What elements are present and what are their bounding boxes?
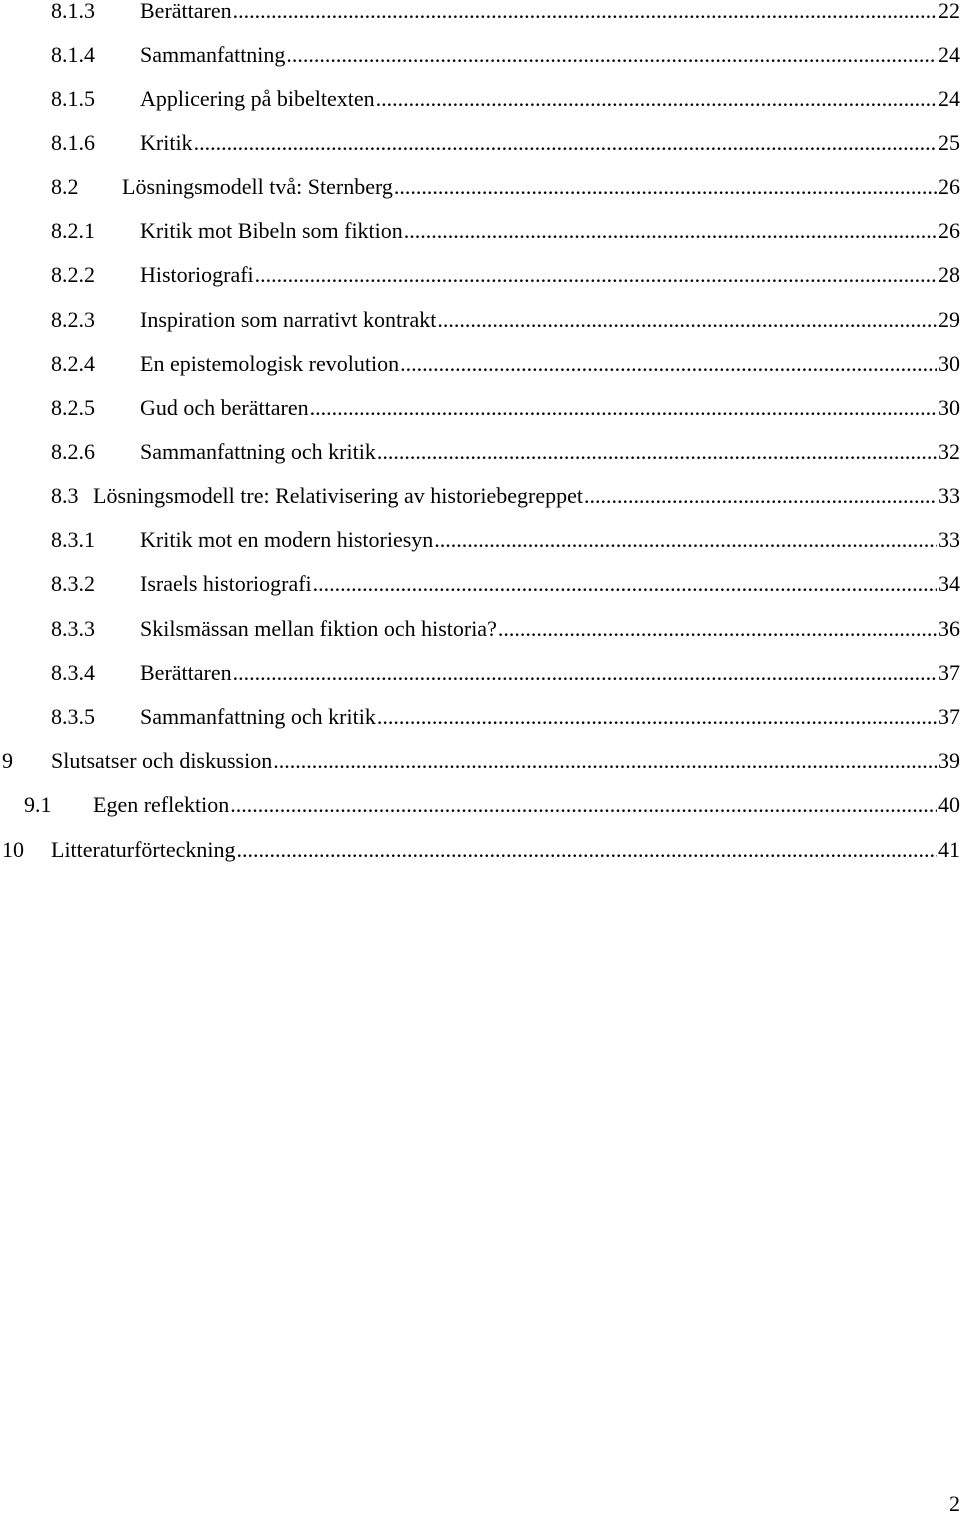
dot-leader bbox=[230, 788, 937, 822]
toc-entry[interactable] bbox=[0, 126, 960, 160]
toc-entry-number: 8.1.5 bbox=[51, 86, 95, 111]
toc-entry-title: Slutsatser och diskussion bbox=[51, 748, 273, 773]
toc-entry-number: 8.2.6 bbox=[51, 439, 95, 464]
toc-entry-title: Berättaren bbox=[140, 660, 232, 685]
dot-leader bbox=[255, 258, 937, 292]
toc-entry-number: 9 bbox=[2, 748, 13, 773]
toc-entry[interactable] bbox=[0, 0, 960, 28]
toc-entry[interactable] bbox=[0, 700, 960, 734]
toc-entry-number: 8.2.4 bbox=[51, 351, 95, 376]
toc-entry[interactable] bbox=[0, 303, 960, 337]
toc-entry-page: 26 bbox=[938, 218, 960, 243]
toc-entry-page: 34 bbox=[938, 571, 960, 596]
toc-entry[interactable] bbox=[0, 744, 960, 778]
page-number: 2 bbox=[949, 1491, 960, 1516]
dot-leader bbox=[286, 38, 937, 72]
toc-entry-page: 22 bbox=[938, 0, 960, 23]
toc-entry[interactable] bbox=[0, 656, 960, 690]
toc-entry-number: 8.1.6 bbox=[51, 130, 95, 155]
toc-entry-title: Kritik mot en modern historiesyn bbox=[140, 527, 434, 552]
toc-entry-number: 8.2.5 bbox=[51, 395, 95, 420]
toc-entry-number: 8.3.3 bbox=[51, 616, 95, 641]
toc-entry-title: Kritik mot Bibeln som fiktion bbox=[140, 218, 403, 243]
toc-entry[interactable] bbox=[0, 38, 960, 72]
toc-entry-page: 32 bbox=[938, 439, 960, 464]
toc-entry-title: Historiografi bbox=[140, 262, 254, 287]
toc-entry[interactable] bbox=[0, 258, 960, 292]
dot-leader bbox=[310, 391, 937, 425]
toc-entry-number: 8.3.4 bbox=[51, 660, 95, 685]
toc-entry-number: 8.3 bbox=[51, 483, 79, 508]
toc-entry-number: 8.3.5 bbox=[51, 704, 95, 729]
dot-leader bbox=[376, 82, 937, 116]
dot-leader bbox=[498, 612, 937, 646]
dot-leader bbox=[377, 435, 937, 469]
dot-leader bbox=[437, 303, 937, 337]
toc-entry[interactable] bbox=[0, 347, 960, 381]
toc-entry[interactable] bbox=[0, 214, 960, 248]
toc-entry-number: 8.3.1 bbox=[51, 527, 95, 552]
toc-entry[interactable] bbox=[0, 479, 960, 513]
toc-entry-page: 33 bbox=[938, 483, 960, 508]
toc-entry-page: 24 bbox=[938, 42, 960, 67]
toc-entry-number: 8.2.3 bbox=[51, 307, 95, 332]
toc-entry-title: Lösningsmodell två: Sternberg bbox=[122, 174, 393, 199]
dot-leader bbox=[400, 347, 937, 381]
toc-entry-title: Sammanfattning bbox=[140, 42, 286, 67]
toc-entry-number: 10 bbox=[2, 837, 24, 862]
toc-entry-page: 41 bbox=[938, 837, 960, 862]
toc-entry-title: En epistemologisk revolution bbox=[140, 351, 400, 376]
toc-entry-page: 33 bbox=[938, 527, 960, 552]
toc-entry[interactable] bbox=[0, 170, 960, 204]
toc-entry-title: Applicering på bibeltexten bbox=[140, 86, 375, 111]
toc-entry-number: 8.1.4 bbox=[51, 42, 95, 67]
dot-leader bbox=[404, 214, 937, 248]
dot-leader bbox=[233, 656, 937, 690]
toc-entry-title: Skilsmässan mellan fiktion och historia? bbox=[140, 616, 497, 641]
toc-entry[interactable] bbox=[0, 788, 960, 822]
dot-leader bbox=[313, 567, 937, 601]
toc-entry[interactable] bbox=[0, 523, 960, 557]
toc-entry-title: Kritik bbox=[140, 130, 193, 155]
toc-entry-title: Israels historiografi bbox=[140, 571, 312, 596]
dot-leader bbox=[194, 126, 937, 160]
dot-leader bbox=[584, 479, 937, 513]
toc-entry-title: Egen reflektion bbox=[93, 792, 230, 817]
toc-entry-title: Sammanfattning och kritik bbox=[140, 704, 376, 729]
toc-entry[interactable] bbox=[0, 567, 960, 601]
toc-entry-number: 8.2 bbox=[51, 174, 79, 199]
toc-entry[interactable] bbox=[0, 833, 960, 867]
toc-entry-page: 40 bbox=[938, 792, 960, 817]
toc-entry-number: 8.3.2 bbox=[51, 571, 95, 596]
toc-entry-number: 8.1.3 bbox=[51, 0, 95, 23]
toc-entry-title: Gud och berättaren bbox=[140, 395, 309, 420]
toc-entry-title: Inspiration som narrativt kontrakt bbox=[140, 307, 437, 332]
dot-leader bbox=[394, 170, 937, 204]
toc-entry[interactable] bbox=[0, 612, 960, 646]
toc-entry-page: 37 bbox=[938, 704, 960, 729]
toc-entry-page: 37 bbox=[938, 660, 960, 685]
toc-entry-number: 8.2.2 bbox=[51, 262, 95, 287]
toc-entry-title: Sammanfattning och kritik bbox=[140, 439, 376, 464]
toc-entry-page: 29 bbox=[938, 307, 960, 332]
toc-entry-title: Berättaren bbox=[140, 0, 232, 23]
toc-entry-page: 24 bbox=[938, 86, 960, 111]
toc-entry[interactable] bbox=[0, 391, 960, 425]
toc-entry-number: 8.2.1 bbox=[51, 218, 95, 243]
dot-leader bbox=[273, 744, 937, 778]
toc-entry[interactable] bbox=[0, 435, 960, 469]
toc-entry-page: 30 bbox=[938, 351, 960, 376]
dot-leader bbox=[434, 523, 937, 557]
toc-entry-page: 28 bbox=[938, 262, 960, 287]
toc-entry-page: 36 bbox=[938, 616, 960, 641]
dot-leader bbox=[233, 0, 937, 28]
toc-entry-title: Litteraturförteckning bbox=[51, 837, 236, 862]
toc-entry-page: 26 bbox=[938, 174, 960, 199]
toc-entry-page: 39 bbox=[938, 748, 960, 773]
toc-entry-page: 30 bbox=[938, 395, 960, 420]
toc-entry-page: 25 bbox=[938, 130, 960, 155]
toc-entry-title: Lösningsmodell tre: Relativisering av historiebegreppet bbox=[93, 483, 583, 508]
dot-leader bbox=[236, 833, 937, 867]
toc-entry[interactable] bbox=[0, 82, 960, 116]
dot-leader bbox=[377, 700, 937, 734]
toc-entry-number: 9.1 bbox=[24, 792, 52, 817]
